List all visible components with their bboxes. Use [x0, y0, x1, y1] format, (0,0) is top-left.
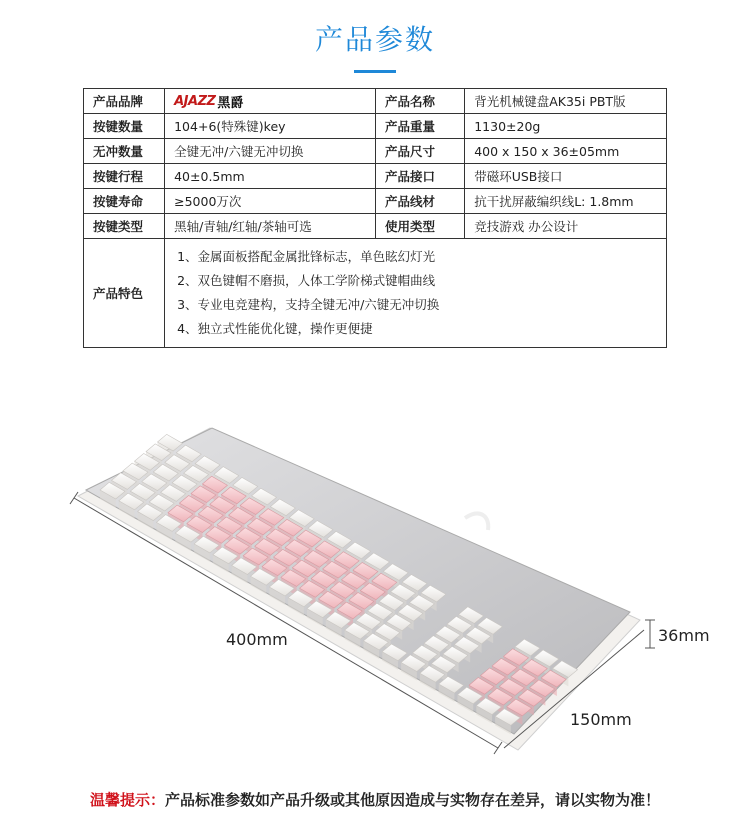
length-label: 400mm	[226, 630, 288, 649]
keyboard-cable	[465, 514, 488, 530]
spec-value: 400 x 150 x 36±05mm	[465, 139, 667, 164]
brand-logo-latin: AJAZZ	[174, 93, 216, 109]
keyboard-illustration	[60, 398, 720, 770]
spec-label: 产品线材	[376, 189, 465, 214]
features-list	[165, 239, 667, 348]
spec-label: 产品特色	[84, 239, 165, 348]
feature-item: 3、专业电竞建构，支持全键无冲/六键无冲切换	[177, 297, 440, 312]
brand-logo	[174, 92, 243, 111]
spec-value: ≥5000万次	[165, 189, 376, 214]
spec-value: 全键无冲/六键无冲切换	[165, 139, 376, 164]
feature-item: 4、独立式性能优化键，操作更便捷	[177, 321, 373, 336]
spec-value: 1130±20g	[465, 114, 667, 139]
table-row	[84, 164, 667, 189]
spec-table	[83, 88, 667, 348]
table-row	[84, 214, 667, 239]
page-title: 产品参数	[314, 23, 435, 56]
spec-label: 使用类型	[376, 214, 465, 239]
spec-label: 按键数量	[84, 114, 165, 139]
spec-label: 按键类型	[84, 214, 165, 239]
table-row	[84, 114, 667, 139]
spec-value: 抗干扰屏蔽编织线L: 1.8mm	[465, 189, 667, 214]
notice-text: 产品标准参数如产品升级或其他原因造成与实物存在差异，请以实物为准！	[165, 791, 661, 809]
spec-label: 无冲数量	[84, 139, 165, 164]
table-row	[84, 139, 667, 164]
title-underline	[354, 70, 396, 73]
spec-label: 产品品牌	[84, 89, 165, 114]
spec-label: 产品名称	[376, 89, 465, 114]
spec-value: 黑轴/青轴/红轴/茶轴可选	[165, 214, 376, 239]
spec-label: 产品重量	[376, 114, 465, 139]
notice-label: 温馨提示：	[89, 791, 165, 809]
feature-item: 2、双色键帽不磨损，人体工学阶梯式键帽曲线	[177, 273, 436, 288]
spec-value: 背光机械键盘AK35i PBT版	[465, 89, 667, 114]
brand-logo-cn: 黑爵	[217, 95, 244, 111]
brand-logo-cell	[165, 89, 376, 114]
table-row	[84, 189, 667, 214]
height-label: 36mm	[658, 626, 710, 645]
width-label: 150mm	[570, 710, 632, 729]
spec-value: 104+6(特殊键)key	[165, 114, 376, 139]
spec-value: 带磁环USB接口	[465, 164, 667, 189]
spec-value: 竞技游戏 办公设计	[465, 214, 667, 239]
table-row	[84, 239, 667, 348]
spec-label: 产品尺寸	[376, 139, 465, 164]
spec-label: 按键行程	[84, 164, 165, 189]
spec-label: 按键寿命	[84, 189, 165, 214]
feature-item: 1、金属面板搭配金属批锋标志，单色眩幻灯光	[177, 249, 436, 264]
notice	[0, 789, 750, 810]
spec-label: 产品接口	[376, 164, 465, 189]
table-row	[84, 89, 667, 114]
spec-value: 40±0.5mm	[165, 164, 376, 189]
